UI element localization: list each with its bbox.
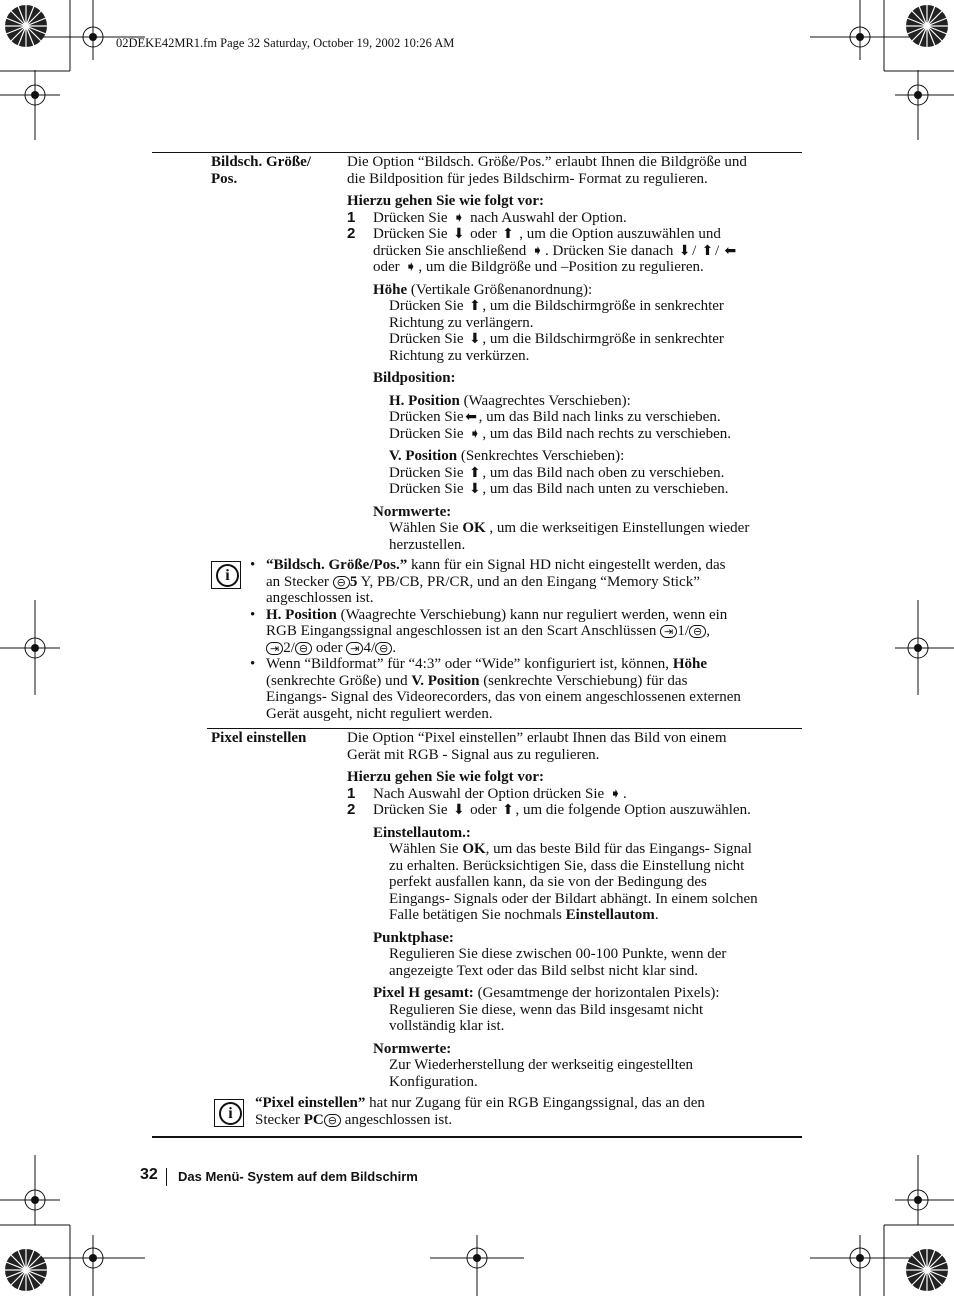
step-2: 2 Drücken Sie ⬇ oder ⬆ , um die Option auszuwählen und drücken Sie anschließend ➧ . Drücken Sie danach ⬇ / ⬆ / ⬅ oder ➧ , um die Bildgröße und –Position zu regulieren. <box>347 225 737 275</box>
note-bold: “Pixel einstellen” <box>255 1095 366 1111</box>
note-text: 2/ <box>283 639 295 656</box>
detail-text: Falle betätigen Sie nochmals <box>389 907 566 923</box>
footer-title: Das Menü- System auf dem Bildschirm <box>178 1169 418 1184</box>
right-arrow-icon: ➧ <box>531 242 544 259</box>
section-body-bildsch <box>347 154 802 553</box>
option-label: Höhe <box>373 281 408 298</box>
term-line: Bildsch. Größe/ <box>211 154 312 170</box>
down-arrow-icon: ⬇ <box>452 226 465 242</box>
detail-text: Wählen Sie <box>389 841 463 857</box>
detail-text: , um das Bild nach links zu verschieben. <box>478 409 721 425</box>
file-header: 02DEKE42MR1.fm Page 32 Saturday, October 19, 2002 10:26 AM <box>116 36 455 50</box>
input-plug-icon: ⊖ <box>375 642 392 655</box>
section-divider <box>207 728 802 729</box>
page-number: 32 <box>140 1166 158 1183</box>
option-label: Pixel H gesamt: <box>373 985 474 1001</box>
input-plug-icon: ⊖ <box>295 642 312 655</box>
note-text: Eingangs- Signal des Videorecorders, das von einem angeschlossenen externen <box>266 689 741 705</box>
step-text: oder <box>470 802 497 818</box>
detail-text: Drücken Sie <box>389 464 464 481</box>
detail-text: Zur Wiederherstellung der werkseitig eingestellten <box>389 1057 694 1073</box>
detail-text: Richtung zu verlängern. <box>389 314 534 331</box>
detail-text: angezeigte Text oder das Bild selbst nicht klar sind. <box>389 962 699 979</box>
table-bottom-rule <box>152 1136 802 1138</box>
option-label: V. Position <box>389 448 458 464</box>
note-text: (Waagrechte Verschiebung) kann nur reguliert werden, wenn ein <box>336 606 728 623</box>
input-plug-icon: ⇥ <box>266 642 283 655</box>
hpos-block <box>347 393 802 443</box>
detail-text: , um das Bild nach rechts zu verschieben. <box>482 425 731 442</box>
note-item: • H. Position (Waagrechte Verschiebung) kann nur reguliert werden, wenn ein RGB Eingangssignal angeschlossen ist an den Scart Anschlüssen ⇥ 1/ ⊖ , ⇥ 2/ ⊖ oder ⇥ 4/ ⊖ . <box>250 606 728 656</box>
option-text: (Gesamtmenge der horizontalen Pixels): <box>473 985 720 1001</box>
detail-text: Regulieren Sie diese, wenn das Bild insgesamt nicht <box>389 1001 704 1018</box>
detail-text: , um die werkseitigen Einstellungen wieder <box>485 520 750 536</box>
detail-text: herzustellen. <box>389 536 466 553</box>
detail-bold: Einstellautom <box>565 907 655 923</box>
up-arrow-icon: ⬆ <box>701 242 714 259</box>
step-number: 2 <box>347 225 356 242</box>
note-text: oder <box>312 639 347 656</box>
footer-divider <box>166 1168 167 1186</box>
right-arrow-icon: ➧ <box>452 209 465 226</box>
input-plug-icon: ⊖ <box>324 1114 341 1127</box>
note-bold: H. Position <box>266 606 337 623</box>
note-text: angeschlossen ist. <box>340 1111 453 1128</box>
detail-text: Regulieren Sie diese zwischen 00-100 Punkte, wenn der <box>389 946 727 962</box>
note-text: hat nur Zugang für ein RGB Eingangssignal, das an den <box>365 1095 705 1111</box>
notes-pixel <box>255 1095 803 1128</box>
intro-line: Die Option “Bildsch. Größe/Pos.” erlaubt Ihnen die Bildgröße und <box>347 154 747 170</box>
up-arrow-icon: ⬆ <box>468 464 481 481</box>
einstellautom-heading: Einstellautom.: <box>373 824 471 841</box>
detail-text: , um die Bildschirmgröße in senkrechter <box>482 331 724 347</box>
input-plug-icon: ⊖ <box>689 625 706 638</box>
hoehe-block <box>347 282 802 299</box>
step-1 <box>347 210 802 227</box>
intro-line: Die Option “Pixel einstellen” erlaubt Ihnen das Bild von einem <box>347 730 727 746</box>
step-text: , um die folgende Option auszuwählen. <box>515 802 751 818</box>
right-arrow-icon: ➧ <box>468 425 481 442</box>
section-body-pixel <box>347 730 802 1090</box>
detail-text: Konfiguration. <box>389 1073 478 1090</box>
table-top-rule <box>152 152 802 153</box>
note-text: kann für ein Signal HD nicht eingestellt werden, das <box>407 557 726 573</box>
left-arrow-icon: ⬅ <box>465 409 477 425</box>
note-text: RGB Eingangssignal angeschlossen ist an den Scart Anschlüssen <box>266 623 661 639</box>
step-text: . Drücken Sie danach <box>545 242 674 259</box>
intro-line: Gerät mit RGB - Signal aus zu regulieren. <box>347 746 600 763</box>
note-text: angeschlossen ist. <box>266 590 374 606</box>
note-item: • “Bildsch. Größe/Pos.” kann für ein Signal HD nicht eingestellt werden, das an Stecker ⊖ 5 Y, PB/CB, PR/CR, und an den Eingang “Memory Stick” angeschlossen ist. <box>250 557 726 606</box>
pixel-h-detail <box>347 1002 802 1035</box>
input-plug-icon: ⇥ <box>660 625 677 638</box>
normwerte-heading: Normwerte: <box>373 1040 452 1057</box>
detail-text: Drücken Sie <box>389 425 464 442</box>
step-number: 1 <box>347 784 356 802</box>
info-icon: i <box>214 1099 244 1127</box>
note-text: Y, PB/CB, PR/CR, und an den Eingang “Memory Stick” <box>357 573 700 590</box>
punktphase-heading: Punktphase: <box>373 929 454 946</box>
note-text: (senkrechte Größe) und <box>266 672 412 689</box>
note-bold: “Bildsch. Größe/Pos.” <box>266 557 408 573</box>
detail-text: zu erhalten. Berücksichtigen Sie, dass die Einstellung nicht <box>389 857 745 874</box>
up-arrow-icon: ⬆ <box>502 226 514 242</box>
step-2 <box>347 802 802 819</box>
note-text: Stecker <box>255 1111 304 1128</box>
step-number: 1 <box>347 208 356 226</box>
section-term-pixel: Pixel einstellen <box>211 730 307 746</box>
down-arrow-icon: ⬇ <box>452 802 465 818</box>
ok-key-label: OK <box>462 841 486 857</box>
step-text: nach Auswahl der Option. <box>470 209 627 226</box>
option-text: (Vertikale Größenanordnung): <box>407 281 593 298</box>
step-1: 1 Nach Auswahl der Option drücken Sie ➧ . <box>347 784 627 802</box>
step-text: Drücken Sie <box>373 226 448 242</box>
step-text: oder <box>373 259 400 275</box>
step-text: Drücken Sie <box>373 209 448 226</box>
step-number: 2 <box>347 801 356 818</box>
detail-text: Eingangs- Signals oder der Bildart abhängt. In einem solchen <box>389 890 758 907</box>
how-heading: Hierzu gehen Sie wie folgt vor: <box>347 769 545 785</box>
detail-text: vollständig klar ist. <box>389 1018 505 1034</box>
step-text: Drücken Sie <box>373 802 448 818</box>
detail-text: Drücken Sie <box>389 409 464 425</box>
step-text: , um die Bildgröße und –Position zu regulieren. <box>418 259 704 275</box>
detail-text: , um das beste Bild für das Eingangs- Signal <box>485 841 752 857</box>
step-text: oder <box>470 226 497 242</box>
note-bold: 5 <box>349 573 358 590</box>
note-bold: Höhe <box>672 656 707 672</box>
bildposition-heading: Bildposition: <box>373 370 456 386</box>
option-text: (Waagrechtes Verschieben): <box>459 392 631 409</box>
note-text: an Stecker <box>266 573 333 590</box>
right-arrow-icon: ➧ <box>405 259 417 275</box>
term-line: Pos. <box>211 170 238 187</box>
how-heading: Hierzu gehen Sie wie folgt vor: <box>347 193 545 209</box>
option-text: (Senkrechtes Verschieben): <box>457 448 625 464</box>
detail-text: , um die Bildschirmgröße in senkrechter <box>482 298 724 314</box>
hoehe-detail <box>347 298 802 364</box>
down-arrow-icon: ⬇ <box>468 331 481 347</box>
down-arrow-icon: ⬇ <box>678 242 691 259</box>
left-arrow-icon: ⬅ <box>724 242 737 259</box>
punktphase-detail <box>347 946 802 979</box>
note-text: (senkrechte Verschiebung) für das <box>479 672 688 689</box>
input-plug-icon: ⊖ <box>333 576 350 589</box>
note-bold: V. Position <box>411 672 480 689</box>
note-text: Gerät ausgeht, nicht reguliert werden. <box>266 705 493 722</box>
ok-key-label: OK <box>462 520 486 536</box>
normwerte-detail <box>347 1057 802 1090</box>
intro-line: die Bildposition für jedes Bildschirm- Format zu regulieren. <box>347 170 708 187</box>
step-text: , um die Option auszuwählen und <box>519 226 721 242</box>
right-arrow-icon: ➧ <box>609 785 622 802</box>
normwerte-detail <box>347 520 802 553</box>
input-plug-icon: ⇥ <box>346 642 363 655</box>
einstellautom-detail: Wählen Sie OK, um das beste Bild für das Eingangs- Signal zu erhalten. Berücksichtigen Sie, dass die Einstellung nicht perfekt ausfallen kann, da sie von der Bedingung des Eingangs- Signals oder der Bildart abhängt. In einem solchen Falle betätigen Sie nochmals Einstellautom. <box>347 841 802 924</box>
note-item: • Wenn “Bildformat” für “4:3” oder “Wide” konfiguriert ist, können, Höhe (senkrechte Größe) und V. Position (senkrechte Verschiebung) für das Eingangs- Signal des Videorecorders, das von einem angeschlossenen externen Gerät ausgeht, nicht reguliert werden. <box>250 656 741 722</box>
up-arrow-icon: ⬆ <box>502 802 514 818</box>
detail-text: Drücken Sie <box>389 331 464 347</box>
section-term-bildsch <box>211 154 311 187</box>
detail-text: perfekt ausfallen kann, da sie von der Bedingung des <box>389 874 707 890</box>
detail-text: Drücken Sie <box>389 481 464 497</box>
note-text: 4/ <box>363 639 376 656</box>
detail-text: Wählen Sie <box>389 520 463 536</box>
notes-bildsch <box>250 557 805 722</box>
note-bold: PC <box>303 1111 324 1128</box>
note-text: 1/ <box>677 623 690 639</box>
info-icon: i <box>211 561 241 589</box>
pixel-h-heading <box>347 985 802 1002</box>
down-arrow-icon: ⬇ <box>468 481 481 497</box>
detail-text: , um das Bild nach unten zu verschieben. <box>482 481 729 497</box>
option-label: H. Position <box>389 392 460 409</box>
detail-text: Drücken Sie <box>389 298 464 314</box>
note-text: Wenn “Bildformat” für “4:3” oder “Wide” konfiguriert ist, können, <box>266 656 673 672</box>
step-text: drücken Sie anschließend <box>373 242 527 259</box>
detail-text: , um das Bild nach oben zu verschieben. <box>482 464 725 481</box>
normwerte-heading: Normwerte: <box>373 503 452 520</box>
up-arrow-icon: ⬆ <box>468 298 481 314</box>
vpos-block <box>347 448 802 498</box>
step-text: Nach Auswahl der Option drücken Sie <box>373 785 605 802</box>
detail-text: Richtung zu verkürzen. <box>389 347 530 364</box>
